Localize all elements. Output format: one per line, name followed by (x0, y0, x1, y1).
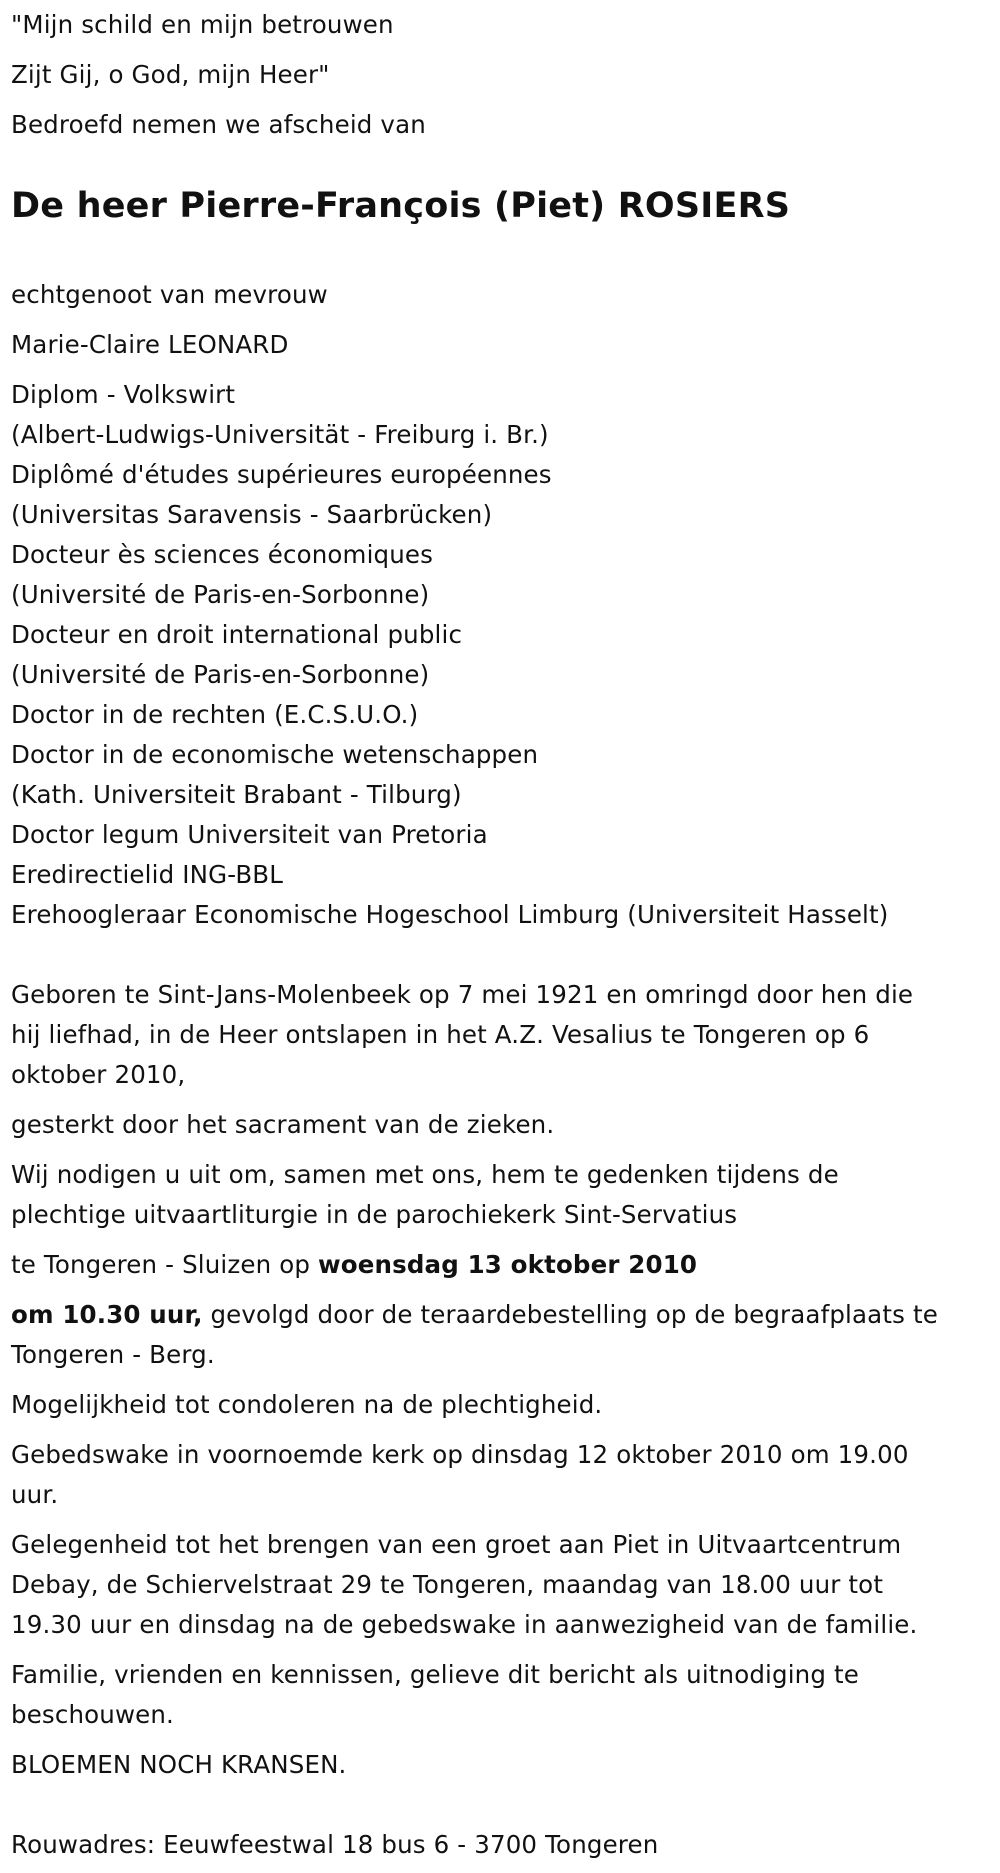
titles-list (11, 375, 888, 935)
mourning-address: Rouwadres: Eeuwfeestwal 18 bus 6 - 3700 Tongeren (11, 1830, 659, 1859)
title-item: (Université de Paris-en-Sorbonne) (11, 580, 430, 609)
ceremony-time-rest: gevolgd door de teraardebestelling op de begraafplaats te (202, 1300, 938, 1329)
vigil-paragraph (11, 1435, 909, 1515)
quote-line-1: "Mijn schild en mijn betrouwen (11, 10, 394, 39)
notice-paragraph (11, 1655, 859, 1735)
invite-line-1: Wij nodigen u uit om, samen met ons, hem te gedenken tijdens de (11, 1160, 839, 1189)
condolences-text: Mogelijkheid tot condoleren na de plechtigheid. (11, 1390, 603, 1419)
title-item: (Albert-Ludwigs-Universität - Freiburg i. Br.) (11, 420, 549, 449)
title-item: Erehoogleraar Economische Hogeschool Limburg (Universiteit Hasselt) (11, 900, 889, 929)
title-item: Doctor legum Universiteit van Pretoria (11, 820, 488, 849)
title-item: (Universitas Saravensis - Saarbrücken) (11, 500, 493, 529)
born-paragraph (11, 975, 913, 1095)
visit-line-1: Gelegenheid tot het brengen van een groet aan Piet in Uitvaartcentrum (11, 1530, 902, 1559)
intro-text: Bedroefd nemen we afscheid van (11, 110, 426, 139)
visit-paragraph (11, 1525, 917, 1645)
deceased-name: De heer Pierre-François (Piet) ROSIERS (11, 186, 791, 226)
title-item: (Kath. Universiteit Brabant - Tilburg) (11, 780, 462, 809)
invite-paragraph (11, 1155, 839, 1235)
title-item: Docteur ès sciences économiques (11, 540, 434, 569)
born-line-1: Geboren te Sint-Jans-Molenbeek op 7 mei 1921 en omringd door hen die (11, 980, 914, 1009)
visit-line-2: Debay, de Schiervelstraat 29 te Tongeren, maandag van 18.00 uur tot (11, 1570, 884, 1599)
vigil-line-2: uur. (11, 1480, 59, 1509)
ceremony-time-paragraph (11, 1295, 938, 1375)
title-item: Doctor in de rechten (E.C.S.U.O.) (11, 700, 419, 729)
born-line-2: hij liefhad, in de Heer ontslapen in het A.Z. Vesalius te Tongeren op 6 (11, 1020, 870, 1049)
title-item: Diplom - Volkswirt (11, 380, 236, 409)
notice-line-1: Familie, vrienden en kennissen, gelieve dit bericht als uitnodiging te (11, 1660, 859, 1689)
ceremony-place-prefix: te Tongeren - Sluizen op (11, 1250, 318, 1279)
born-line-3: oktober 2010, (11, 1060, 186, 1089)
title-item: Docteur en droit international public (11, 620, 463, 649)
ceremony-date: woensdag 13 oktober 2010 (318, 1250, 698, 1279)
title-item: Doctor in de economische wetenschappen (11, 740, 539, 769)
spouse-name: Marie-Claire LEONARD (11, 330, 289, 359)
vigil-line-1: Gebedswake in voornoemde kerk op dinsdag 12 oktober 2010 om 19.00 (11, 1440, 909, 1469)
title-item: Diplômé d'études supérieures européennes (11, 460, 552, 489)
sacrament-text: gesterkt door het sacrament van de zieken. (11, 1110, 555, 1139)
flowers-text: BLOEMEN NOCH KRANSEN. (11, 1750, 347, 1779)
ceremony-place (11, 1245, 697, 1285)
invite-line-2: plechtige uitvaartliturgie in de parochiekerk Sint-Servatius (11, 1200, 738, 1229)
ceremony-time-line-2: Tongeren - Berg. (11, 1340, 215, 1369)
spouse-intro: echtgenoot van mevrouw (11, 280, 328, 309)
visit-line-3: 19.30 uur en dinsdag na de gebedswake in aanwezigheid van de familie. (11, 1610, 918, 1639)
ceremony-time: om 10.30 uur, (11, 1300, 203, 1329)
quote-line-2: Zijt Gij, o God, mijn Heer" (11, 60, 330, 89)
title-item: Eredirectielid ING-BBL (11, 860, 284, 889)
title-item: (Université de Paris-en-Sorbonne) (11, 660, 430, 689)
ceremony-time-line-1 (11, 1295, 938, 1335)
quote (11, 5, 394, 95)
notice-line-2: beschouwen. (11, 1700, 174, 1729)
